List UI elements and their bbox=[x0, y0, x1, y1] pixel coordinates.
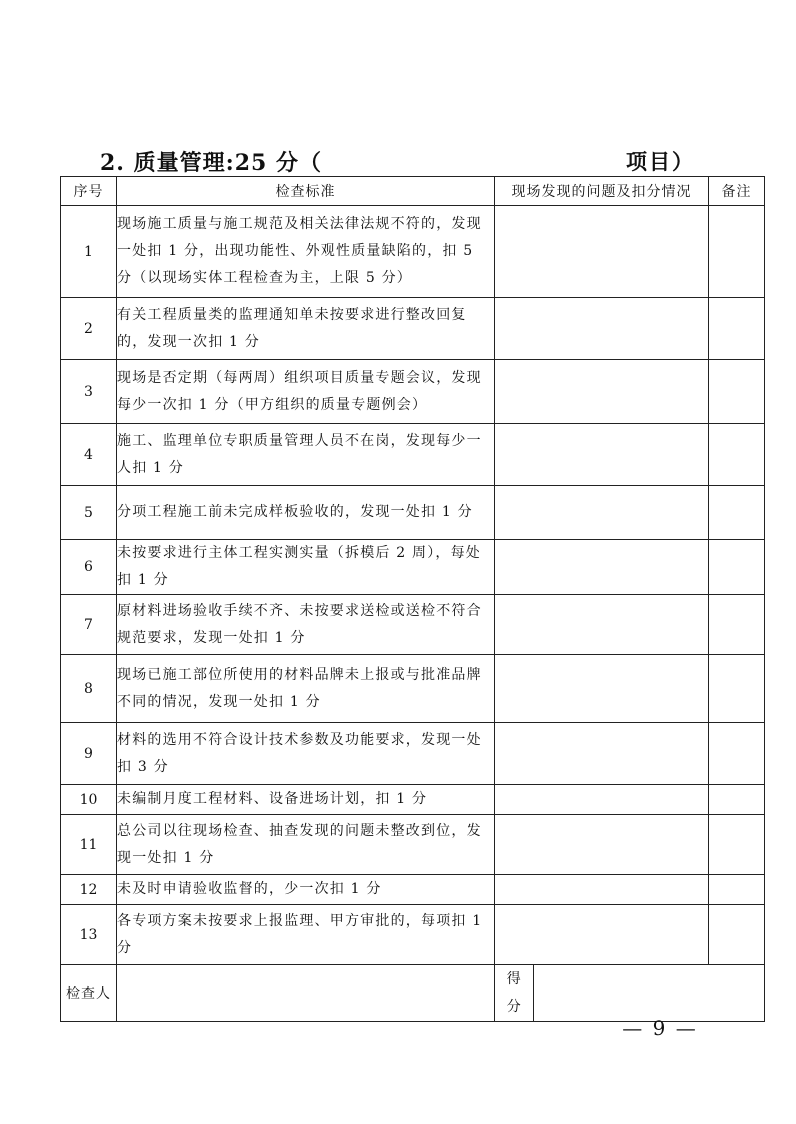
row-criterion: 各专项方案未按要求上报监理、甲方审批的，每项扣 1 分 bbox=[117, 905, 495, 965]
table-row bbox=[61, 655, 765, 723]
row-criterion: 有关工程质量类的监理通知单未按要求进行整改回复的，发现一次扣 1 分 bbox=[117, 298, 495, 360]
issues-cell[interactable] bbox=[495, 486, 709, 540]
row-criterion: 总公司以往现场检查、抽查发现的问题未整改到位，发现一处扣 1 分 bbox=[117, 815, 495, 875]
row-index: 11 bbox=[61, 815, 117, 875]
remark-cell[interactable] bbox=[709, 206, 765, 298]
inspector-name-field[interactable] bbox=[117, 965, 495, 1022]
remark-cell[interactable] bbox=[709, 595, 765, 655]
row-criterion: 材料的选用不符合设计技术参数及功能要求，发现一处扣 3 分 bbox=[117, 723, 495, 785]
row-index: 7 bbox=[61, 595, 117, 655]
page-number: — 9 — bbox=[622, 1016, 698, 1040]
row-index: 12 bbox=[61, 875, 117, 905]
issues-cell[interactable] bbox=[495, 815, 709, 875]
table-header-row bbox=[61, 177, 765, 206]
row-index: 5 bbox=[61, 486, 117, 540]
row-criterion: 未编制月度工程材料、设备进场计划，扣 1 分 bbox=[117, 785, 495, 815]
score-label-char-1: 得 bbox=[506, 971, 521, 987]
issues-cell[interactable] bbox=[495, 360, 709, 424]
remark-cell[interactable] bbox=[709, 298, 765, 360]
section-heading bbox=[100, 146, 700, 176]
issues-cell[interactable] bbox=[495, 595, 709, 655]
row-index: 1 bbox=[61, 206, 117, 298]
remark-cell[interactable] bbox=[709, 360, 765, 424]
issues-cell[interactable] bbox=[495, 206, 709, 298]
issues-cell[interactable] bbox=[495, 875, 709, 905]
row-criterion: 现场是否定期（每两周）组织项目质量专题会议，发现每少一次扣 1 分（甲方组织的质量专题例会） bbox=[117, 360, 495, 424]
remark-cell[interactable] bbox=[709, 723, 765, 785]
table-row bbox=[61, 540, 765, 595]
table-row bbox=[61, 486, 765, 540]
row-criterion: 未及时申请验收监督的，少一次扣 1 分 bbox=[117, 875, 495, 905]
score-label-char-2: 分 bbox=[506, 999, 521, 1015]
inspector-label: 检查人 bbox=[61, 965, 117, 1022]
row-criterion: 原材料进场验收手续不齐、未按要求送检或送检不符合规范要求，发现一处扣 1 分 bbox=[117, 595, 495, 655]
remark-cell[interactable] bbox=[709, 540, 765, 595]
section-title: 2. 质量管理:25 分（ bbox=[100, 150, 323, 176]
row-index: 3 bbox=[61, 360, 117, 424]
table-row bbox=[61, 815, 765, 875]
header-issues: 现场发现的问题及扣分情况 bbox=[495, 177, 709, 206]
table-row bbox=[61, 595, 765, 655]
row-criterion: 分项工程施工前未完成样板验收的，发现一处扣 1 分 bbox=[117, 486, 495, 540]
issues-cell[interactable] bbox=[495, 723, 709, 785]
row-criterion: 现场施工质量与施工规范及相关法律法规不符的，发现一处扣 1 分，出现功能性、外观性质量缺陷的，扣 5 分（以现场实体工程检查为主，上限 5 分） bbox=[117, 206, 495, 298]
row-index: 8 bbox=[61, 655, 117, 723]
score-field[interactable] bbox=[533, 965, 764, 1021]
table-row bbox=[61, 905, 765, 965]
table-row bbox=[61, 785, 765, 815]
remark-cell[interactable] bbox=[709, 905, 765, 965]
table-row bbox=[61, 206, 765, 298]
row-index: 4 bbox=[61, 424, 117, 486]
row-index: 9 bbox=[61, 723, 117, 785]
row-index: 6 bbox=[61, 540, 117, 595]
table-row bbox=[61, 424, 765, 486]
score-label bbox=[495, 965, 533, 1021]
remark-cell[interactable] bbox=[709, 655, 765, 723]
remark-cell[interactable] bbox=[709, 486, 765, 540]
header-index: 序号 bbox=[61, 177, 117, 206]
row-criterion: 施工、监理单位专职质量管理人员不在岗，发现每少一人扣 1 分 bbox=[117, 424, 495, 486]
row-index: 2 bbox=[61, 298, 117, 360]
row-index: 10 bbox=[61, 785, 117, 815]
table-row bbox=[61, 723, 765, 785]
footer-row bbox=[61, 965, 765, 1022]
row-index: 13 bbox=[61, 905, 117, 965]
section-title-suffix: 项目） bbox=[626, 149, 695, 174]
row-criterion: 现场已施工部位所使用的材料品牌未上报或与批准品牌不同的情况，发现一处扣 1 分 bbox=[117, 655, 495, 723]
issues-cell[interactable] bbox=[495, 540, 709, 595]
header-criterion: 检查标准 bbox=[117, 177, 495, 206]
issues-cell[interactable] bbox=[495, 655, 709, 723]
remark-cell[interactable] bbox=[709, 785, 765, 815]
issues-cell[interactable] bbox=[495, 424, 709, 486]
remark-cell[interactable] bbox=[709, 815, 765, 875]
header-remark: 备注 bbox=[709, 177, 765, 206]
row-criterion: 未按要求进行主体工程实测实量（拆模后 2 周），每处扣 1 分 bbox=[117, 540, 495, 595]
score-area bbox=[495, 965, 765, 1022]
issues-cell[interactable] bbox=[495, 905, 709, 965]
table-row bbox=[61, 298, 765, 360]
quality-inspection-table bbox=[60, 176, 765, 1022]
score-subtable bbox=[495, 965, 764, 1021]
remark-cell[interactable] bbox=[709, 875, 765, 905]
table-row bbox=[61, 360, 765, 424]
issues-cell[interactable] bbox=[495, 298, 709, 360]
remark-cell[interactable] bbox=[709, 424, 765, 486]
issues-cell[interactable] bbox=[495, 785, 709, 815]
table-row bbox=[61, 875, 765, 905]
